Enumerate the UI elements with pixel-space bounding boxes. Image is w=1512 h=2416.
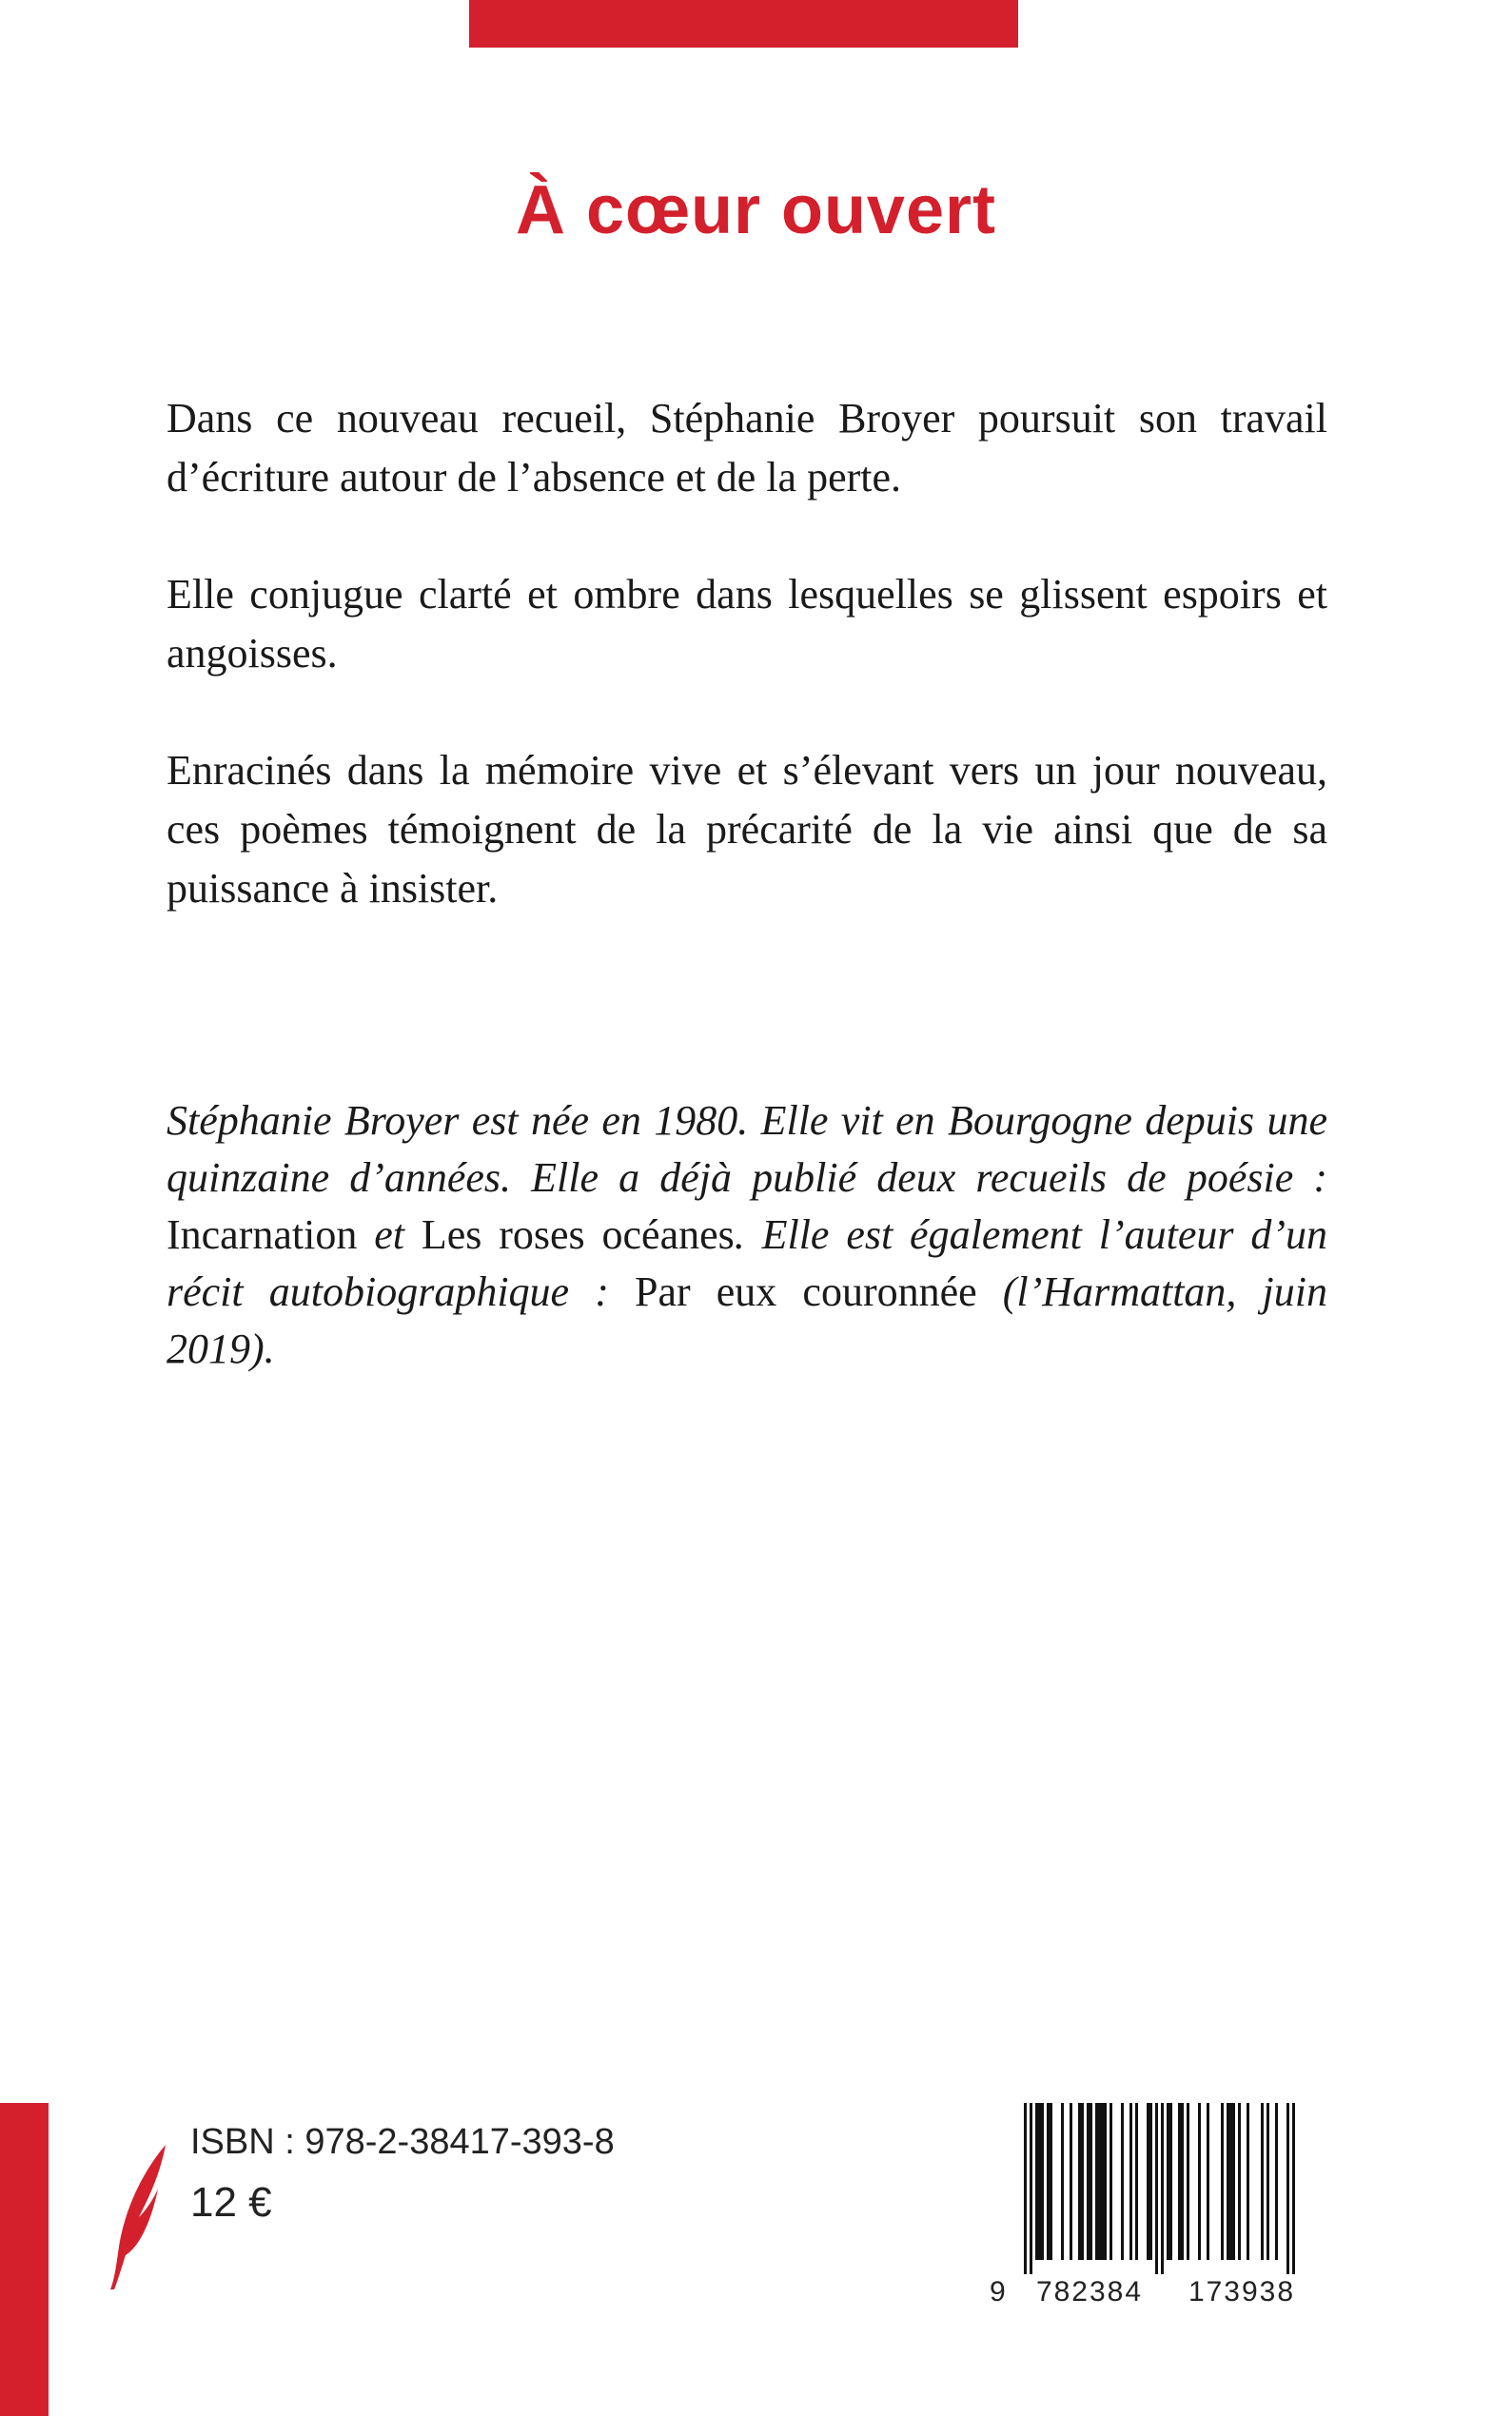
barcode-bar [1147, 2103, 1149, 2260]
barcode-bar [1227, 2103, 1229, 2260]
author-bio [167, 1092, 1327, 1378]
bio-text-1: Stéphanie Broyer est née en 1980. Elle vit en Bourgogne depuis une quinzaine d’années. Elle a déjà publié deux recueils de poésie : [167, 1097, 1327, 1201]
barcode-bar [1070, 2103, 1072, 2260]
barcode-lead-digit: 9 [990, 2276, 1006, 2308]
description-paragraph-2: Elle conjugue clarté et ombre dans lesquelles se glissent espoirs et angoisses. [167, 571, 1327, 677]
barcode-bar [1161, 2103, 1164, 2274]
barcode-bar [1229, 2103, 1232, 2260]
barcode-bar [1090, 2103, 1092, 2260]
barcode-bar [1187, 2103, 1189, 2260]
barcode-bar [1035, 2103, 1038, 2260]
barcode-bar [1221, 2103, 1224, 2260]
barcode-bar [1178, 2103, 1181, 2260]
barcode-bar [1135, 2103, 1138, 2260]
bio-text-3: . Elle est également l’auteur d’un récit autobiographique : [167, 1211, 1327, 1315]
barcode-bar [1101, 2103, 1104, 2260]
barcode-bar [1024, 2103, 1027, 2274]
barcode-bar [1207, 2103, 1209, 2260]
barcode-bar [1030, 2103, 1032, 2274]
book-title: À cœur ouvert [515, 172, 997, 248]
barcode-bar [1198, 2103, 1201, 2260]
barcode-bar [1050, 2103, 1052, 2260]
bio-text-4: (l’Harmattan, juin 2019). [167, 1268, 1328, 1372]
barcode-bar [1078, 2103, 1081, 2260]
barcode-bar [1286, 2103, 1289, 2274]
description-paragraph-3: Enracinés dans la mémoire vive et s’élevant vers un jour nouveau, ces poèmes témoignent de la précarité de la vie ainsi que de sa puissance à insister. [167, 747, 1327, 912]
barcode-bar [1275, 2103, 1278, 2260]
barcode-bar [1267, 2103, 1269, 2260]
left-accent-bar [0, 2103, 49, 2416]
barcode-bar [1081, 2103, 1084, 2260]
top-accent-bar [469, 0, 1018, 48]
barcode-bar [1104, 2103, 1107, 2260]
barcode-bar [1149, 2103, 1152, 2260]
barcode-group-2: 173938 [1188, 2276, 1296, 2308]
barcode-bar [1261, 2103, 1264, 2260]
barcode-bar [1129, 2103, 1132, 2260]
barcode-bar [1087, 2103, 1090, 2260]
bio-text-2: et [374, 1211, 404, 1258]
barcode-group-1: 782384 [1035, 2276, 1144, 2308]
barcode-bar [1098, 2103, 1101, 2260]
description-paragraph-1: Dans ce nouveau recueil, Stéphanie Broyer poursuit son travail d’écriture autour de l’absence et de la perte. [167, 395, 1327, 501]
barcode-bar [1095, 2103, 1098, 2260]
barcode-bar [1232, 2103, 1235, 2260]
barcode-bar [1167, 2103, 1169, 2260]
barcode-bar [1109, 2103, 1112, 2260]
price-label: 12 € [190, 2179, 272, 2226]
barcode-bar [1121, 2103, 1124, 2260]
barcode-bar [1247, 2103, 1249, 2260]
barcode [990, 2103, 1323, 2274]
barcode-bar [1181, 2103, 1184, 2260]
barcode-bar [1047, 2103, 1050, 2260]
barcode-bar [1292, 2103, 1295, 2274]
bio-book-par-eux-couronnee: Par eux couronnée [608, 1268, 1003, 1315]
barcode-bar [1238, 2103, 1241, 2260]
bio-book-incarnation: Incarnation [167, 1211, 375, 1258]
barcode-bar [1061, 2103, 1064, 2260]
barcode-bar [1041, 2103, 1044, 2260]
barcode-bar [1038, 2103, 1041, 2260]
barcode-bar [1169, 2103, 1172, 2260]
feather-icon [107, 2141, 173, 2293]
isbn-label: ISBN : 978-2-38417-393-8 [190, 2122, 615, 2162]
bio-book-roses-oceanes: Les roses océanes [403, 1211, 735, 1258]
barcode-bar [1155, 2103, 1158, 2274]
